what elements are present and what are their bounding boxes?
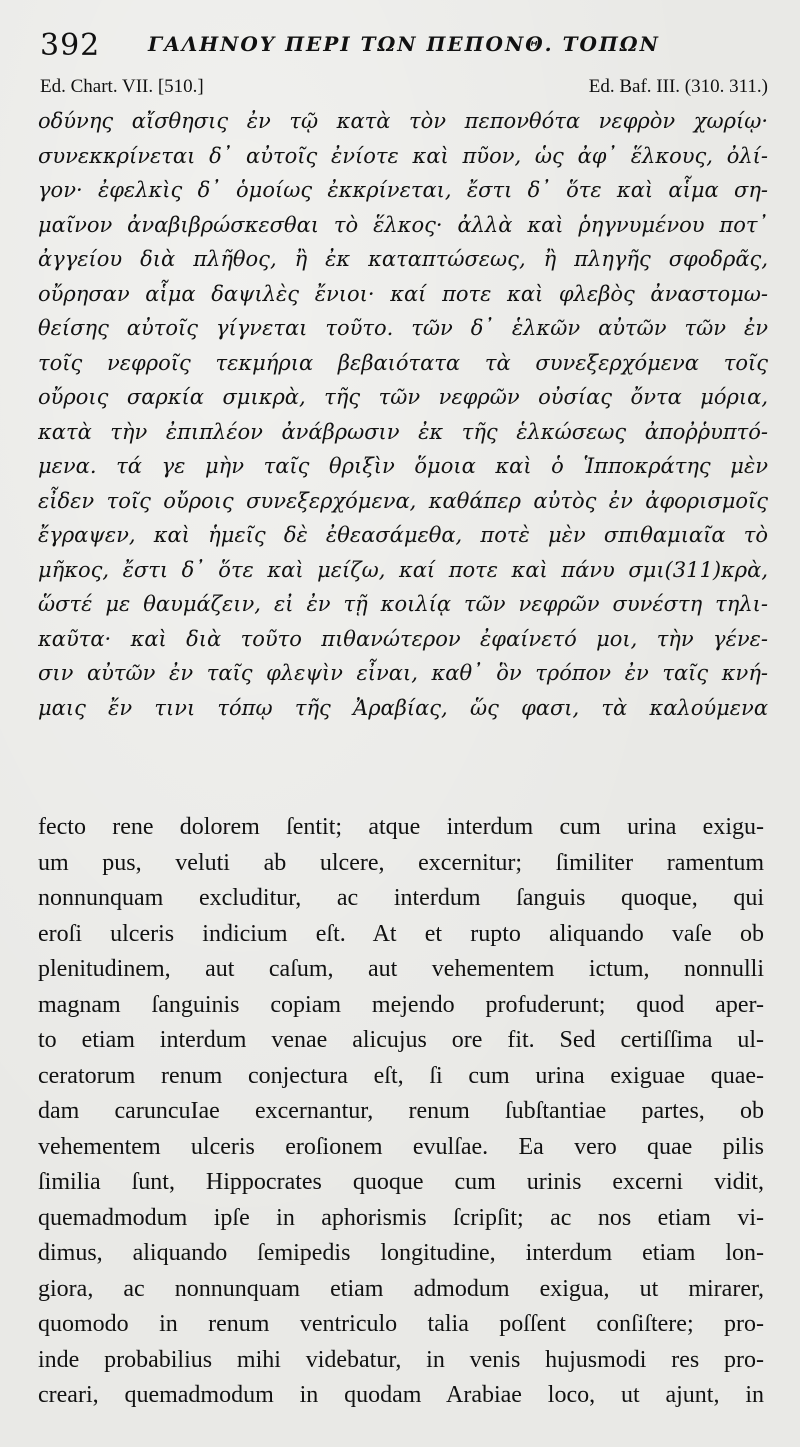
page-number: 392 (40, 28, 101, 63)
greek-text-line: οὔρησαν αἷμα δαψιλὲς ἔνιοι· καί ποτε καὶ φλεβὸς ἀναστομω- (38, 281, 768, 306)
greek-text-line: εἶδεν τοῖς οὔροις συνεξερχόμενα, καθάπερ αὐτὸς ἐν ἀφορισμοῖς (38, 488, 768, 513)
greek-text-line: κατὰ τὴν ἐπιπλέον ἀνάβρωσιν ἐκ τῆς ἑλκώσεως ἀποῤῥυπτό- (38, 419, 768, 444)
greek-text-line: τοῖς νεφροῖς τεκμήρια βεβαιότατα τὰ συνεξερχόμενα τοῖς (38, 350, 768, 375)
greek-text-line: ἀγγείου διὰ πλῆθος, ἢ ἐκ καταπτώσεως, ἢ πληγῆς σφοδρᾶς, (38, 247, 768, 271)
greek-text-line: θείσης αὐτοῖς γίγνεται τοῦτο. τῶν δ᾽ ἑλκῶν αὐτῶν τῶν ἐν (38, 316, 768, 340)
latin-text-line: quemadmodum ipſe in aphorismis ſcripſit; ac nos etiam vi- (38, 1204, 764, 1231)
latin-text-line: to etiam interdum venae alicujus ore fit. Sed certiſſima ul- (38, 1027, 764, 1053)
greek-text-line: ὥστέ με θαυμάζειν, εἰ ἐν τῇ κοιλίᾳ τῶν νεφρῶν συνέστη τηλι- (38, 592, 768, 616)
greek-text-line: μαις ἔν τινι τόπῳ τῆς Ἀραβίας, ὥς φασι, τὰ καλούμενα (38, 695, 768, 720)
greek-text-line: οὔροις σαρκία σμικρὰ, τῆς τῶν νεφρῶν οὐσίας ὄντα μόρια, (38, 385, 768, 409)
greek-text-line: οδύνης αἴσθησις ἐν τῷ κατὰ τὸν πεπονθότα νεφρὸν χωρίῳ· (38, 109, 768, 133)
greek-text-line: ἔγραψεν, καὶ ἡμεῖς δὲ ἐθεασάμεθα, ποτὲ μὲν σπιθαμιαῖα τὸ (38, 523, 768, 547)
latin-text-line: plenitudinem, aut caſum, aut vehementem ictum, nonnulli (38, 956, 764, 982)
latin-text-line: giora, ac nonnunquam etiam admodum exigua, ut mirarer, (38, 1275, 764, 1302)
edition-reference-basel: Ed. Baf. III. (310. 311.) (588, 76, 768, 97)
latin-text-block (38, 810, 764, 1414)
greek-text-line: καῦτα· καὶ διὰ τοῦτο πιθανώτερον ἐφαίνετό μοι, τὴν γένε- (38, 626, 768, 651)
latin-text-line: um pus, veluti ab ulcere, excernitur; ſimiliter ramentum (38, 849, 764, 876)
greek-text-line: συνεκκρίνεται δ᾽ αὐτοῖς ἐνίοτε καὶ πῦον, ὡς ἀφ᾽ ἕλκους, ὀλί- (38, 143, 768, 168)
greek-text-line: μενα. τά γε μὴν ταῖς θριξὶν ὅμοια καὶ ὁ Ἱπποκράτης μὲν (38, 454, 768, 478)
latin-text-line: quomodo in renum ventriculo talia poſſent conſiſtere; pro- (38, 1311, 764, 1337)
edition-references (40, 76, 768, 102)
greek-text-line: μαῖνον ἀναβιβρώσκεσθαι τὸ ἕλκος· ἀλλὰ καὶ ῥηγνυμένου ποτ᾽ (38, 212, 768, 237)
latin-text-line: vehementem ulceris eroſionem evulſae. Ea vero quae pilis (38, 1133, 764, 1160)
latin-text-line: dam caruncuIae excernantur, renum ſubſtantiae partes, ob (38, 1098, 764, 1124)
latin-text-line: dimus, aliquando ſemipedis longitudine, interdum etiam lon- (38, 1240, 764, 1266)
greek-text-line: σιν αὐτῶν ἐν ταῖς φλεψὶν εἶναι, καθ᾽ ὃν τρόπον ἐν ταῖς κνή- (38, 661, 768, 685)
greek-text-line: μῆκος, ἔστι δ᾽ ὅτε καὶ μείζω, καί ποτε καὶ πάνυ σμι(311)κρὰ, (38, 557, 768, 582)
latin-text-line: magnam ſanguinis copiam mejendo profuderunt; quod aper- (38, 991, 764, 1018)
greek-text-block (38, 104, 768, 725)
edition-reference-chart: Ed. Chart. VII. [510.] (40, 76, 204, 97)
latin-text-line: nonnunquam excluditur, ac interdum ſanguis quoque, qui (38, 885, 764, 911)
latin-text-line: creari, quemadmodum in quodam Arabiae loco, ut ajunt, in (38, 1382, 764, 1408)
latin-text-line: fecto rene dolorem ſentit; atque interdum cum urina exigu- (38, 814, 764, 840)
greek-text-line: γον· ἐφελκὶς δ᾽ ὁμοίως ἐκκρίνεται, ἔστι δ᾽ ὅτε καὶ αἷμα ση- (38, 178, 768, 202)
latin-text-line: ceratorum renum conjectura eſt, ſi cum urina exiguae quae- (38, 1062, 764, 1089)
page-header (40, 28, 760, 68)
latin-text-line: inde probabilius mihi videbatur, in venis hujusmodi res pro- (38, 1346, 764, 1373)
running-title: ΓΑΛΗΝΟΥ ΠΕΡΙ ΤΩΝ ΠΕΠΟΝΘ. ΤΟΠΩΝ (148, 32, 660, 56)
latin-text-line: eroſi ulceris indicium eſt. At et rupto aliquando vaſe ob (38, 920, 764, 947)
latin-text-line: ſimilia ſunt, Hippocrates quoque cum urinis excerni vidit, (38, 1169, 764, 1195)
